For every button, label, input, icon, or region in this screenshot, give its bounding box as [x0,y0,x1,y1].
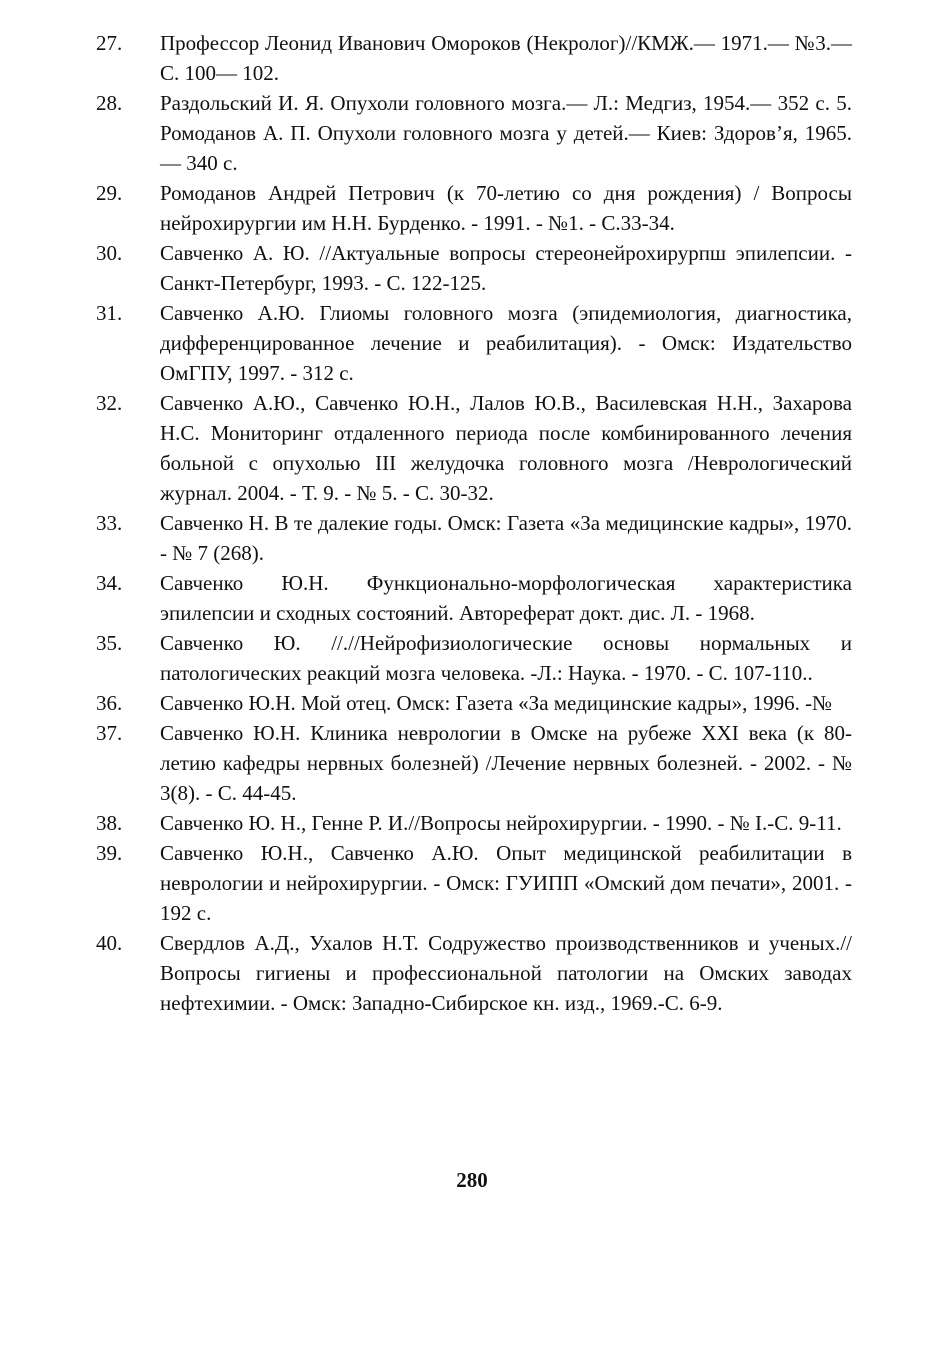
reference-list [96,28,852,1018]
reference-number: 33. [96,511,123,535]
reference-item [96,568,852,628]
reference-text: Савченко Ю. Н., Генне Р. И.//Вопросы нейрохирургии. - 1990. - № I.-С. 9-11. [160,811,842,835]
reference-text: Савченко Ю.Н. Мой отец. Омск: Газета «За медицинские кадры», 1996. -№ [160,691,833,715]
reference-item [96,178,852,238]
reference-item [96,808,852,838]
reference-text: Савченко Ю.Н. Функционально-морфологическая характеристика эпилепсии и сходных состояний. Автореферат докт. дис. Л. - 1968. [160,571,852,625]
reference-item [96,688,852,718]
reference-item [96,838,852,928]
reference-text: Савченко А.Ю. Глиомы головного мозга (эпидемиология, диагностика, дифференцированное лечение и реабилитация). - Омск: Издательство ОмГПУ, 1997. - 312 с. [160,301,852,385]
reference-item [96,88,852,178]
reference-text: Савченко Ю.Н. Клиника неврологии в Омске на рубеже XXI века (к 80-летию кафедры нервных болезней) /Лечение нервных болезней. - 2002. - № 3(8). - С. 44-45. [160,721,852,805]
reference-item [96,28,852,88]
reference-text: Савченко Ю.Н., Савченко А.Ю. Опыт медицинской реабилитации в неврологии и нейрохирургии. - Омск: ГУИПП «Омский дом печати», 2001. - 192 с. [160,841,852,925]
reference-text: Профессор Леонид Иванович Омороков (Некролог)//КМЖ.— 1971.— №3.— С. 100— 102. [160,31,852,85]
reference-number: 32. [96,391,123,415]
reference-item [96,628,852,688]
reference-number: 28. [96,91,123,115]
reference-number: 31. [96,301,123,325]
page-number: 280 [456,1168,488,1192]
reference-item [96,238,852,298]
reference-number: 35. [96,631,123,655]
reference-text: Савченко А. Ю. //Актуальные вопросы стереонейрохирурпш эпилепсии. - Санкт-Петербург, 1993. - С. 122-125. [160,241,852,295]
reference-number: 38. [96,811,123,835]
reference-item [96,388,852,508]
reference-number: 39. [96,841,123,865]
reference-text: Свердлов А.Д., Ухалов Н.Т. Содружество производственников и ученых.//Вопросы гигиены и профессиональной патологии на Омских заводах нефтехимии. - Омск: Западно-Сибирское кн. изд., 1969.-С. 6-9. [160,931,852,1015]
reference-text: Савченко Н. В те далекие годы. Омск: Газета «За медицинские кадры», 1970. - № 7 (268). [160,511,852,565]
reference-text: Савченко А.Ю., Савченко Ю.Н., Лалов Ю.В., Василевская Н.Н., Захарова Н.С. Мониторинг отдаленного периода после комбинированного лечения больной с опухолью III желудочка головного мозга /Неврологический журнал. 2004. - Т. 9. - № 5. - С. 30-32. [160,391,852,505]
reference-number: 29. [96,181,123,205]
reference-text: Савченко Ю. //.//Нейрофизиологические основы нормальных и патологических реакций мозга человека. -Л.: Наука. - 1970. - С. 107-110.. [160,631,852,685]
reference-item [96,928,852,1018]
reference-item [96,298,852,388]
reference-number: 36. [96,691,123,715]
reference-text: Ромоданов Андрей Петрович (к 70-летию со дня рождения) / Вопросы нейрохирургии им Н.Н. Бурденко. - 1991. - №1. - С.33-34. [160,181,852,235]
reference-number: 37. [96,721,123,745]
reference-number: 30. [96,241,123,265]
reference-item [96,718,852,808]
reference-text: Раздольский И. Я. Опухоли головного мозга.— Л.: Медгиз, 1954.— 352 с. 5. Ромоданов А. П. Опухоли головного мозга у детей.— Киев: Здоров’я, 1965.— 340 с. [160,91,852,175]
reference-number: 34. [96,571,123,595]
reference-number: 40. [96,931,123,955]
reference-number: 27. [96,31,123,55]
reference-item [96,508,852,568]
